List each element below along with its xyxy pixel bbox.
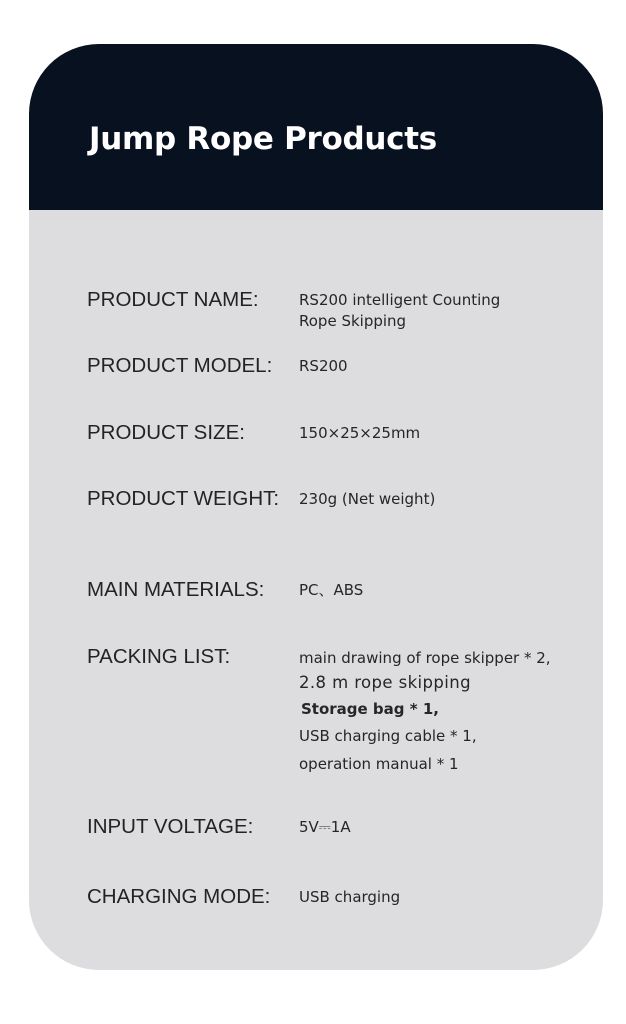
product-name-label: PRODUCT NAME: xyxy=(87,288,259,311)
packing-list-label: PACKING LIST: xyxy=(87,645,231,668)
packing-list-item: operation manual * 1 xyxy=(299,755,459,773)
page-title: Jump Rope Products xyxy=(89,121,437,157)
packing-list-item: USB charging cable * 1, xyxy=(299,727,477,745)
main-materials-label: MAIN MATERIALS: xyxy=(87,578,265,601)
input-voltage-label: INPUT VOLTAGE: xyxy=(87,815,254,838)
product-model-value: RS200 xyxy=(299,357,348,375)
spec-card xyxy=(29,44,603,970)
product-name-value-line-2: Rope Skipping xyxy=(299,312,407,330)
packing-list-item: 2.8 m rope skipping xyxy=(299,673,471,692)
product-size-value: 150×25×25mm xyxy=(299,424,421,442)
header-banner xyxy=(29,44,603,210)
input-voltage-value: 5V⎓1A xyxy=(299,818,351,836)
product-size-label: PRODUCT SIZE: xyxy=(87,421,245,444)
charging-mode-label: CHARGING MODE: xyxy=(87,885,271,908)
main-materials-value: PC、ABS xyxy=(299,581,364,599)
product-name-value-line-1: RS200 intelligent Counting xyxy=(299,291,501,309)
charging-mode-value: USB charging xyxy=(299,888,401,906)
product-weight-label: PRODUCT WEIGHT: xyxy=(87,487,280,510)
product-model-label: PRODUCT MODEL: xyxy=(87,354,273,377)
packing-list-item: Storage bag * 1, xyxy=(301,700,439,718)
product-weight-value: 230g (Net weight) xyxy=(299,490,436,508)
packing-list-item: main drawing of rope skipper * 2, xyxy=(299,649,551,667)
